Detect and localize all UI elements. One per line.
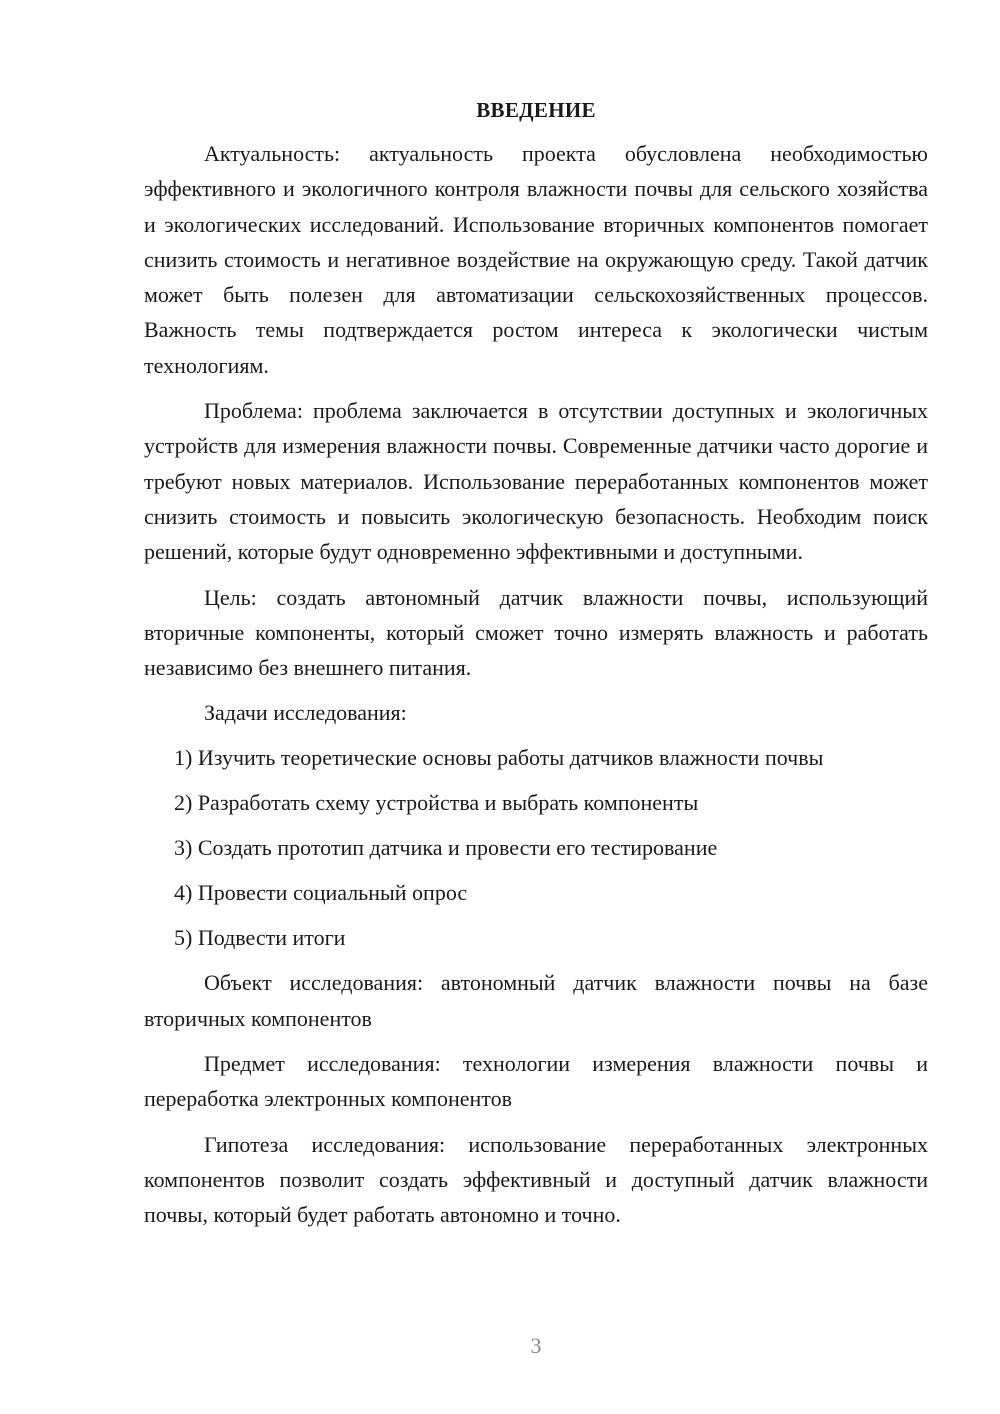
task-list (144, 740, 928, 955)
paragraph-relevance: Актуальность: актуальность проекта обусловлена необходимостью эффективного и экологичного контроля влажности почвы для сельского хозяйства и экологических исследований. Использование вторичных компонентов помогает снизить стоимость и негативное воздействие на окружающую среду. Такой датчик может быть полезен для автоматизации сельскохозяйственных процессов. Важность темы подтверждается ростом интереса к экологически чистым технологиям. (144, 141, 928, 378)
paragraph-object: Объект исследования: автономный датчик влажности почвы на базе вторичных компонентов (144, 970, 928, 1031)
paragraph-subject: Предмет исследования: технологии измерения влажности почвы и переработка электронных компонентов (144, 1051, 928, 1112)
document-title: ВВЕДЕНИЕ (476, 98, 596, 122)
task-item: 4) Провести социальный опрос (174, 880, 468, 906)
task-item: 2) Разработать схему устройства и выбрать компоненты (174, 790, 699, 816)
document-page (144, 94, 928, 1243)
page-number: 3 (530, 1333, 542, 1358)
tasks-label: Задачи исследования: (204, 700, 407, 726)
paragraph-goal: Цель: создать автономный датчик влажности почвы, использующий вторичные компоненты, который сможет точно измерять влажность и работать независимо без внешнего питания. (144, 584, 928, 681)
task-item: 3) Создать прототип датчика и провести его тестирование (174, 835, 718, 861)
paragraph-hypothesis: Гипотеза исследования: использование переработанных электронных компонентов позволит создать эффективный и доступный датчик влажности почвы, который будет работать автономно и точно. (144, 1131, 928, 1228)
task-item: 1) Изучить теоретические основы работы датчиков влажности почвы (174, 745, 824, 771)
paragraph-problem: Проблема: проблема заключается в отсутствии доступных и экологичных устройств для измерения влажности почвы. Современные датчики часто дорогие и требуют новых материалов. Использование переработанных компонентов может снизить стоимость и повысить экологическую безопасность. Необходим поиск решений, которые будут одновременно эффективными и доступными. (144, 398, 928, 565)
task-item: 5) Подвести итоги (174, 925, 346, 951)
